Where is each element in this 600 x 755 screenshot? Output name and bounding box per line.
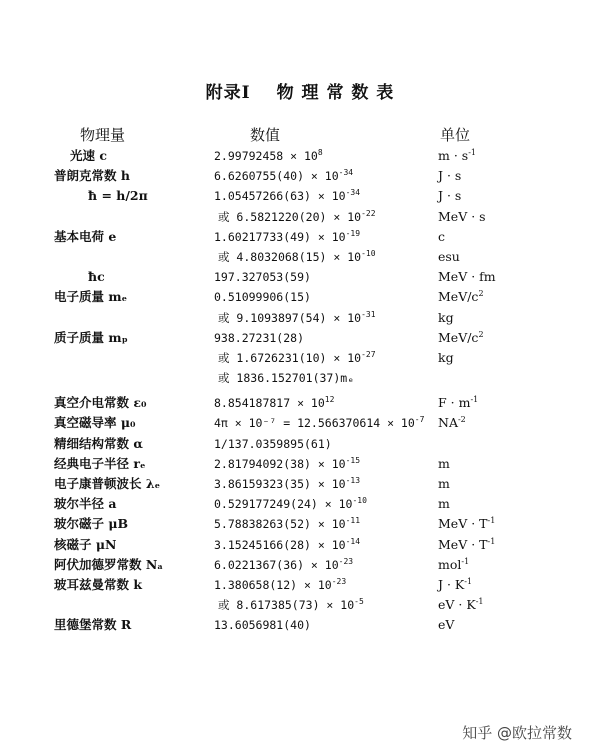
constant-unit bbox=[438, 348, 454, 368]
unit-base: J · s bbox=[438, 188, 462, 204]
constant-unit bbox=[438, 615, 454, 635]
constant-unit bbox=[438, 454, 450, 474]
table-row bbox=[0, 494, 600, 514]
unit-base: kg bbox=[438, 309, 454, 325]
page-title bbox=[0, 78, 600, 103]
constant-value bbox=[218, 595, 364, 615]
value-mantissa: 5.78838263(52) × 10 bbox=[214, 517, 346, 532]
value-mantissa: 或 6.5821220(20) × 10 bbox=[218, 209, 362, 224]
value-exponent: -15 bbox=[345, 455, 361, 465]
value-exponent: -14 bbox=[345, 536, 361, 546]
unit-base: F · m bbox=[438, 395, 471, 411]
constant-unit bbox=[438, 146, 476, 166]
constant-value bbox=[214, 575, 346, 595]
value-exponent: -23 bbox=[331, 576, 347, 586]
unit-base: kg bbox=[438, 349, 454, 365]
value-exponent: -22 bbox=[361, 208, 376, 218]
table-row bbox=[0, 595, 600, 615]
value-mantissa: 197.327053(59) bbox=[214, 270, 311, 285]
table-title: 物 理 常 数 表 bbox=[276, 83, 395, 103]
value-exponent: 8 bbox=[317, 148, 323, 157]
constant-name: 玻尔半径 a bbox=[54, 496, 117, 512]
constant-unit bbox=[438, 207, 486, 227]
constant-name: 电子质量 mₑ bbox=[54, 289, 128, 305]
constant-unit bbox=[438, 575, 472, 595]
unit-base: MeV/c bbox=[438, 289, 479, 305]
table-row bbox=[0, 555, 600, 575]
unit-exponent: 2 bbox=[478, 329, 484, 339]
constant-unit bbox=[438, 393, 478, 413]
table-row bbox=[0, 514, 600, 534]
table-row bbox=[0, 615, 600, 635]
value-mantissa: 3.86159323(35) × 10 bbox=[214, 477, 346, 491]
value-mantissa: 或 1.6726231(10) × 10 bbox=[218, 350, 362, 365]
table-row bbox=[0, 348, 600, 368]
unit-base: MeV · fm bbox=[438, 269, 496, 285]
table-row bbox=[0, 267, 600, 287]
unit-base: MeV · T bbox=[438, 536, 488, 552]
constant-value bbox=[218, 207, 376, 227]
constant-value bbox=[214, 555, 353, 575]
value-mantissa: 或 4.8032068(15) × 10 bbox=[218, 249, 362, 264]
unit-base: MeV · s bbox=[438, 208, 486, 224]
constant-unit bbox=[438, 595, 483, 615]
table-row bbox=[0, 146, 600, 166]
constant-unit bbox=[438, 514, 495, 534]
value-exponent: -31 bbox=[361, 309, 376, 319]
unit-base: m · s bbox=[438, 148, 469, 163]
value-mantissa: 1.60217733(49) × 10 bbox=[214, 229, 346, 244]
appendix-label: 附录I bbox=[205, 83, 251, 103]
value-exponent: -10 bbox=[361, 248, 376, 258]
constant-value bbox=[214, 227, 360, 247]
unit-exponent: -1 bbox=[470, 395, 479, 405]
constant-value bbox=[214, 535, 360, 555]
unit-base: mol bbox=[438, 556, 462, 572]
value-mantissa: 2.81794092(38) × 10 bbox=[214, 456, 346, 471]
value-mantissa: 1.05457266(63) × 10 bbox=[214, 189, 346, 204]
constant-value bbox=[214, 393, 334, 413]
table-row bbox=[0, 287, 600, 307]
constant-name: 经典电子半径 rₑ bbox=[54, 455, 146, 471]
value-mantissa: 938.27231(28) bbox=[214, 330, 305, 345]
constant-value bbox=[214, 615, 311, 635]
unit-base: m bbox=[438, 476, 450, 491]
value-mantissa: 8.854187817 × 10 bbox=[214, 396, 325, 411]
table-row bbox=[0, 308, 600, 328]
value-mantissa: 1.380658(12) × 10 bbox=[214, 577, 332, 592]
table-row bbox=[0, 434, 600, 454]
value-exponent: -34 bbox=[345, 188, 361, 198]
constant-name: 普朗克常数 h bbox=[54, 168, 130, 184]
constant-name: 真空介电常数 ε₀ bbox=[54, 395, 147, 411]
table-row bbox=[0, 247, 600, 267]
constant-value bbox=[218, 368, 354, 388]
value-exponent: -10 bbox=[352, 496, 367, 506]
value-exponent: -27 bbox=[361, 349, 376, 359]
value-mantissa: 1/137.0359895(61) bbox=[214, 436, 332, 451]
constant-unit bbox=[438, 166, 461, 186]
unit-exponent: -1 bbox=[475, 597, 484, 607]
value-exponent: 12 bbox=[324, 395, 335, 405]
constant-name: 核磁子 μN bbox=[54, 536, 117, 552]
unit-exponent: -1 bbox=[468, 148, 476, 157]
unit-exponent: 2 bbox=[478, 289, 484, 299]
constant-value bbox=[214, 328, 304, 348]
value-mantissa: 6.6260755(40) × 10 bbox=[214, 169, 339, 184]
constant-unit bbox=[438, 328, 484, 348]
unit-base: eV · K bbox=[438, 597, 476, 613]
constant-value bbox=[214, 434, 332, 454]
watermark: 知乎 @欧拉常数 bbox=[462, 724, 572, 742]
constant-unit bbox=[438, 227, 445, 247]
constant-name: 玻耳兹曼常数 k bbox=[54, 576, 143, 592]
constant-unit bbox=[438, 413, 466, 433]
value-exponent: -7 bbox=[414, 415, 425, 425]
table-row bbox=[0, 186, 600, 206]
table-row bbox=[0, 413, 600, 433]
constant-unit bbox=[438, 474, 450, 494]
constant-value bbox=[214, 514, 360, 534]
value-mantissa: 或 9.1093897(54) × 10 bbox=[218, 310, 362, 325]
constant-value bbox=[214, 186, 360, 206]
unit-base: esu bbox=[438, 248, 460, 264]
constant-value bbox=[214, 146, 323, 166]
value-mantissa: 或 1836.152701(37)mₑ bbox=[218, 371, 355, 386]
constant-unit bbox=[438, 186, 461, 206]
constant-unit bbox=[438, 494, 450, 514]
constants-table bbox=[0, 146, 600, 636]
constant-name: 电子康普顿波长 λₑ bbox=[54, 476, 161, 491]
value-mantissa: 0.51099906(15) bbox=[214, 290, 311, 305]
unit-base: m bbox=[438, 496, 450, 512]
constant-value bbox=[218, 308, 376, 328]
constant-name: 光速 c bbox=[70, 148, 107, 163]
value-mantissa: 2.99792458 × 10 bbox=[214, 149, 318, 163]
unit-base: MeV/c bbox=[438, 329, 479, 345]
unit-base: NA bbox=[438, 415, 458, 431]
constant-unit bbox=[438, 535, 495, 555]
value-mantissa: 0.529177249(24) × 10 bbox=[214, 497, 353, 512]
unit-exponent: -1 bbox=[461, 556, 470, 566]
unit-exponent: -2 bbox=[457, 415, 466, 425]
value-exponent: -34 bbox=[338, 168, 354, 178]
value-mantissa: 6.0221367(36) × 10 bbox=[214, 557, 339, 572]
column-header-quantity: 物理量 bbox=[80, 126, 126, 144]
unit-base: MeV · T bbox=[438, 516, 488, 532]
value-mantissa: 13.6056981(40) bbox=[214, 618, 311, 633]
table-row bbox=[0, 454, 600, 474]
value-mantissa: 4π × 10⁻⁷ = 12.566370614 × 10 bbox=[214, 416, 415, 431]
unit-base: m bbox=[438, 455, 450, 471]
value-exponent: -5 bbox=[354, 597, 364, 607]
value-exponent: -19 bbox=[345, 228, 361, 238]
table-row bbox=[0, 368, 600, 388]
table-row bbox=[0, 535, 600, 555]
constant-name: 质子质量 mₚ bbox=[54, 329, 128, 345]
constant-value bbox=[214, 454, 360, 474]
constant-value bbox=[218, 348, 376, 368]
table-row bbox=[0, 207, 600, 227]
table-row bbox=[0, 328, 600, 348]
constant-name: ħ = h/2π bbox=[88, 188, 148, 204]
unit-base: eV bbox=[438, 617, 455, 633]
constant-value bbox=[214, 413, 424, 433]
constant-name: 阿伏加德罗常数 Nₐ bbox=[54, 556, 164, 572]
constant-name: 精细结构常数 α bbox=[54, 435, 143, 451]
value-exponent: -23 bbox=[338, 556, 354, 566]
unit-exponent: -1 bbox=[464, 576, 473, 586]
column-header-value: 数值 bbox=[250, 126, 281, 144]
table-row bbox=[0, 575, 600, 595]
constant-value bbox=[214, 287, 311, 307]
constant-name: 里德堡常数 R bbox=[54, 617, 132, 633]
constant-value bbox=[214, 474, 360, 494]
value-exponent: -13 bbox=[345, 476, 361, 485]
column-header-unit: 单位 bbox=[440, 126, 471, 144]
constant-name: 基本电荷 e bbox=[54, 228, 117, 244]
constant-unit bbox=[438, 267, 496, 287]
unit-exponent: -1 bbox=[487, 536, 496, 546]
constant-value bbox=[218, 247, 376, 267]
constant-name: 真空磁导率 μ₀ bbox=[54, 415, 136, 431]
constant-value bbox=[214, 494, 367, 514]
unit-base: J · K bbox=[438, 576, 465, 592]
value-exponent: -11 bbox=[345, 516, 361, 526]
unit-base: J · s bbox=[438, 168, 462, 184]
constant-name: 玻尔磁子 μB bbox=[54, 516, 129, 532]
table-row bbox=[0, 166, 600, 186]
constant-value bbox=[214, 166, 353, 186]
constant-unit bbox=[438, 308, 454, 328]
value-mantissa: 或 8.617385(73) × 10 bbox=[218, 598, 355, 613]
unit-base: c bbox=[438, 228, 446, 244]
table-row bbox=[0, 474, 600, 494]
value-mantissa: 3.15245166(28) × 10 bbox=[214, 537, 346, 552]
unit-exponent: -1 bbox=[487, 516, 496, 526]
constant-unit bbox=[438, 247, 460, 267]
constant-unit bbox=[438, 555, 469, 575]
constant-unit bbox=[438, 287, 484, 307]
table-row bbox=[0, 227, 600, 247]
table-row bbox=[0, 393, 600, 413]
constant-name: ħc bbox=[88, 269, 105, 285]
constant-value bbox=[214, 267, 311, 287]
